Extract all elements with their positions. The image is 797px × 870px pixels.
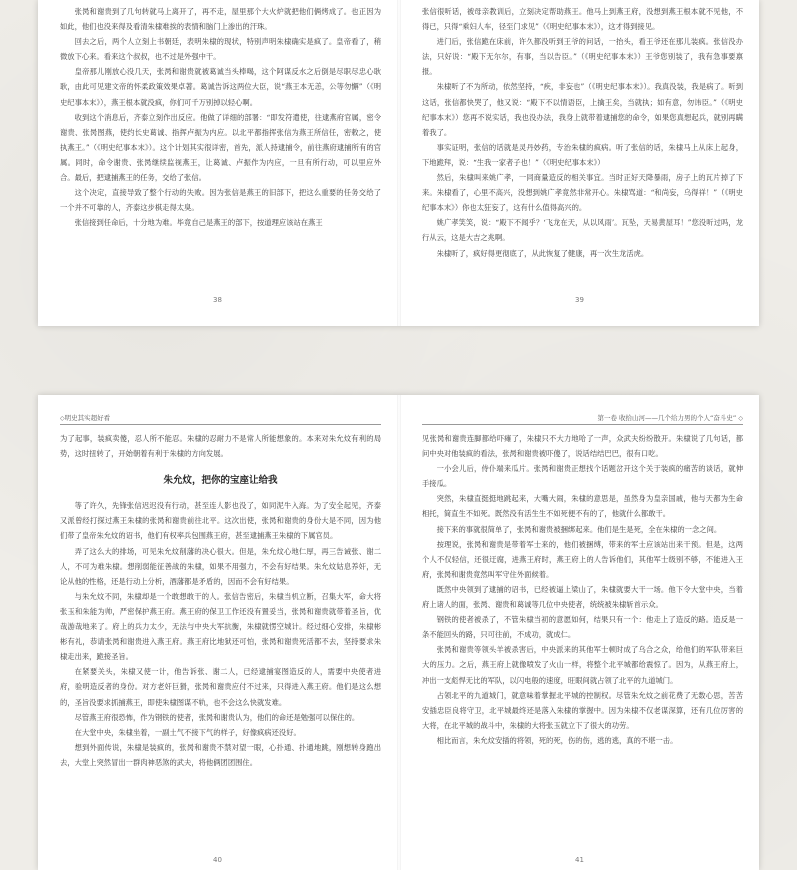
paragraph: 张信接到任命后，十分地为难。毕竟自己是燕王的部下，按道理应该站在燕王 <box>74 218 323 228</box>
page-39-body <box>422 4 743 261</box>
page-number: 40 <box>213 856 222 864</box>
paragraph: 按理说，张昺和谢贵是带着军士来的，他们被捆缚，带来的军士应该站出来干预。但是，这两个人不仅轻信，还很迂腐，进燕王府时，燕王府上的人告诉他们，其他军士级别不够，不能进入王府，张昺和谢贵竟然叫军守住外面候着。 <box>422 539 743 579</box>
book-spread-bottom <box>38 395 759 870</box>
paragraph: 皇帝那儿刚放心没几天，张昺和谢贵就被葛诚当头棒喝，这个阿谋反水之后倒是尽职尽忠心耿耿，由此可见建文帝的怀柔政策效果卓著。葛诚告诉这两位大臣，说“燕王本无恙，公等勿懈”（《明史纪事本末》），燕王根本就没疯，你们可千万别掉以轻心啊。 <box>60 67 381 107</box>
book-title: 明史其实超好看 <box>64 414 111 422</box>
paragraph: 张信很听话，被母亲教训后，立刻决定帮助燕王。他马上到燕王府，没想到燕王根本就不见他，不得已，只得“乘妇人车，径至门求见”（《明史纪事本末》），这才得到接见。 <box>422 7 743 32</box>
paragraph: 在大堂中央，朱棣坐着，一副土气不接下气的样子，好像疯病还没好。 <box>74 727 301 737</box>
paragraph: 张昺和谢贵到了几句转就马上离开了，再不走，屋里那个大火炉就把他们俩烤成了。也正因为如此，他们也没来得及看清朱棣难挨的表情和脑门上渗出的汗珠。 <box>60 7 381 32</box>
page-40-body <box>60 431 381 770</box>
paragraph: 这个决定，直接导致了整个行动的失败。因为张信是燕王的旧部下，把这么重要的任务交给了一个并不可靠的人，齐泰这步棋走得太臭。 <box>60 188 381 213</box>
page-number: 39 <box>575 296 584 304</box>
paragraph: 回去之后，两个人立刻上书朝廷，表明朱棣的现状，特别声明朱棣确实是疯了。皇帝看了，稍微放下心来。看来这个叔叔，也不过是外强中干。 <box>60 37 381 62</box>
paragraph: 朱棣听了不为所动，依然坚持，“疾，非妄也”（《明史纪事本末》）。我真没装，我是病了。听到这话，张信都快哭了，他又说：“殿下不以情语臣，上擒王矣，当就执；如有意，勿讳臣。”（《明史纪事本末》）您再不说实话，我也没办法，我身上就带着逮捕您的命令，如果您真想起兵，就别再瞒着我了。 <box>422 82 743 137</box>
paragraph: 为了起事，装疯卖傻，忍人所不能忍。朱棣的忍耐力不是常人所能想象的。本来对朱允炆有利的局势，这时扭转了，开始朝着有利于朱棣的方向发展。 <box>60 434 381 459</box>
page-41 <box>400 395 759 870</box>
page-41-body <box>422 431 743 748</box>
paragraph: 进门后，张信跪在床前，许久都没听到王爷的问话，一抬头，看王爷还在那儿装疯。张信没办法，只好说：“殿下无尔尔，有事，当以告臣。”（《明史纪事本末》）王爷您别装了，我有急事要禀报。 <box>422 37 743 77</box>
paragraph: 然后，朱棣叫来姚广孝，一同商量造反的相关事宜。当时正好天降暴雨，房子上的瓦片掉了下来。朱棣看了，心里不高兴，没想到姚广孝竟然非常开心。朱棣骂道：“和尚妄，乌得祥！”（《明史纪事本末》）你也太狂妄了，这有什么值得高兴的。 <box>422 173 743 213</box>
paragraph: 接下来的事就很简单了，张昺和谢贵被捆绑起来。他们是生是死，全在朱棣的一念之间。 <box>436 524 722 534</box>
chapter-label: 第一卷 <box>597 414 617 422</box>
running-header-right <box>422 413 743 425</box>
paragraph: 想到外面传说，朱棣是装疯的，张昺和谢贵不禁对望一眼，心扑通、扑通地跳，刚想转身跑出去，大堂上突然冒出一群肉神恶煞的武夫，将他俩团团围住。 <box>60 742 381 767</box>
page-38 <box>38 0 397 326</box>
paragraph: 事实证明，张信的话就是灵丹妙药，专治朱棣的疯病。听了张信的话，朱棣马上从床上起身，下地跪拜，说：“生我一家者子也！”（《明史纪事本末》） <box>422 142 743 167</box>
paragraph: 在紧要关头，朱棣又使一计，他告诉张、谢二人，已经逮捕宴图造反的人，需要中央使者进府，验明造反者的身份。对方老奸巨猾，张昺和谢贵应付不过来，只得进入燕王府。他们是这么想的，圣旨没要求抓捕燕王，即使朱棣图谋不轨，也不会这么快就发难。 <box>60 667 381 707</box>
page-39 <box>400 0 759 326</box>
paragraph: 朱棣听了，疯好得更彻底了，从此恢复了健康，再一次生龙活虎。 <box>436 248 649 258</box>
paragraph: 相比而言，朱允炆安插的将领，死的死，伤的伤，逃的逃，真的不堪一击。 <box>436 735 678 745</box>
chapter-title: 收拾山河——几个给力男的个人“奋斗史” <box>619 414 737 422</box>
book-spread-top <box>38 0 759 326</box>
paragraph: 一小会儿后，侍仆端来瓜片。张昺和谢贵正想找个话题岔开这个关于装疯的痛苦的谈话，就伸手接瓜。 <box>422 464 743 489</box>
paragraph: 尽管燕王府很恐怖，作为钢铁的使者，张昺和谢贵认为，他们的命还是勉强可以保住的。 <box>74 712 360 722</box>
paragraph: 与朱允炆不同，朱棣却是一个敢想敢干的人。张信告密后，朱棣当机立断，召集大军，命大将张玉和朱能为帅，严密保护燕王府。燕王府的保卫工作还没有置妥当，张昺和谢贵就带着圣旨，优哉游哉地来了。府上的兵力太少，无法与中央大军抗衡，朱棣就愣空城计。经过细心安排，朱棣彬彬有礼，恭请张昺和谢贵进入燕王府。燕王府比地狱还可怕，张昺和谢贵死活都不去，坚持要求朱棣走出来，跪接圣旨。 <box>60 591 381 662</box>
page-38-body <box>60 4 381 230</box>
paragraph: 占领北平的九道城门，就意味着掌握北平城的控制权。尽管朱允炆之前花费了无数心思，苦苦安插忠臣良将守卫，北平城最终还是落入朱棣的掌握中。因为朱棣不仅老谋深算，还有几位厉害的大将，在北平城的战斗中，朱棣的大将张玉就立下了很大的功劳。 <box>422 690 743 730</box>
paragraph: 张昺和谢贵等领头羊被杀害后，中央派来的其他军士顿时成了乌合之众，给他们的军队带来巨大的压力。之后，燕王府上就像喷发了火山一样，将整个北平城都给震惊了。因为，从燕王府上，冲出一支彪悍无比的军队，以闪电般的速度，旺眼间就占领了北平的九道城门。 <box>422 645 743 685</box>
diamond-icon: ◇ <box>60 415 65 422</box>
page-40 <box>38 395 397 870</box>
paragraph: 等了许久，先锋张信迟迟没有行动，甚至连人影也没了，如同泥牛入海。为了安全起见，齐泰又派曾经打探过燕王朱棣的张昺和谢贵前往北平。这次出使，张昺和谢贵的身份大是不同，因为他们带了皇帝朱允炆的诏书，他们有权率兵包围燕王府，甚至逮捕燕王朱棣的下属官员。 <box>60 501 381 541</box>
paragraph: 钢铁的使者被杀了，不管朱棣当初的意愿如何，结果只有一个：他走上了造反的路。造反是一条不能回头的路，只可往前，不成功，就成仁。 <box>422 615 743 640</box>
page-number: 38 <box>213 296 222 304</box>
page-number: 41 <box>575 856 584 864</box>
section-title: 朱允炆，把你的宝座让给我 <box>163 475 278 487</box>
running-header-left <box>60 413 381 425</box>
diamond-icon: ◇ <box>738 415 743 422</box>
paragraph: 突然，朱棣直挺挺地跳起来，大嘴大闹，朱棣的意思是，虽然身为皇亲国戚，他与天都为生命相托，简直生不如死。既然没有活生生不如死便不有的了，他就什么都敢干。 <box>422 494 743 519</box>
paragraph: 弄了这么大的排场，可见朱允炆削藩的决心很大。但是，朱允炆心地仁厚，再三告诫张、谢二人，不可为难朱棣。想削弱能征善战的朱棣，如果不用强力，不会有好结果。朱允炆姑息养奸，无论从他的性格，还是行动上分析，酒藩都是矛盾的，因而不会有好结果。 <box>60 546 381 586</box>
paragraph: 见张昺和谢贵连脚都给吓瘫了，朱棣只不大力地哈了一声，众武夫纷纷散开。朱棣说了几句话，都问中央对他装疯的看法，张昺和谢贵被吓傻了，说话结结巴巴，很有口吃。 <box>422 434 743 459</box>
paragraph: 既然中央领到了逮捕的诏书，已经被逼上梁山了，朱棣就要大干一场。他下令大堂中央，当着府上诸人的面，张昺、谢贵和葛诚等几位中央使者，统统被朱棣斩首示众。 <box>422 584 743 610</box>
paragraph: 姚广孝笑笑，说：“殿下不闻乎？‘飞龙在天，从以风雨’。瓦坠，天易黄屋耳！”您没听过吗，龙行从云，这是大吉之兆啊。 <box>422 218 743 243</box>
paragraph: 收到这个消息后，齐泰立刻作出反应。他做了详细的部署：“即发符遣使，往逮燕府官属，密令谢贵、张昺图燕，使约长史葛诚、指挥卢振为内应。以北平都指挥张信为燕王所信任，密敕之，使执燕王。”（《明史纪事本末》）。这个计划其实很详密，首先，派人持逮捕令，前往燕府逮捕所有的官属。同时，命令谢贵、张昺继续监视燕王，让葛诚、卢振作为内应，一旦有所行动，可以里应外合。最后，把逮捕燕王的任务，交给了张信。 <box>60 112 381 183</box>
